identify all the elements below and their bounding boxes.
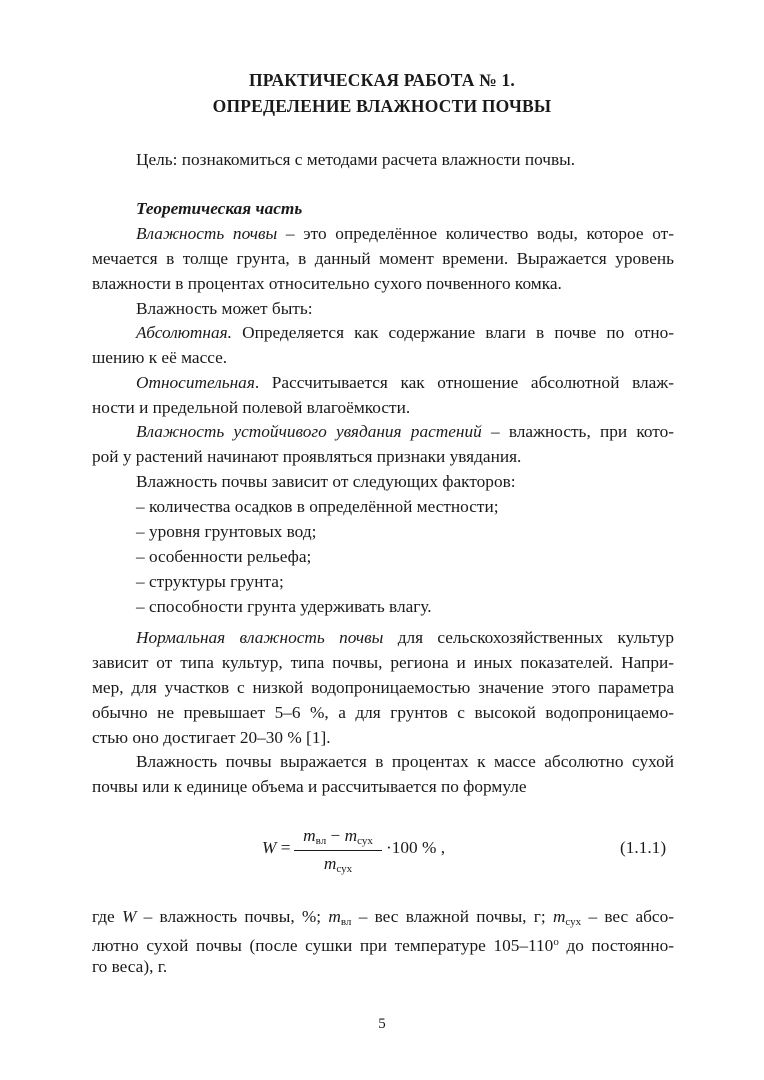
formula-sub-dry-den: сух [336,863,353,875]
formula-lhs [262,838,290,858]
where-text-b: – влажность почвы, %; [136,907,329,926]
where-text-a: где [92,907,122,926]
factor-item: – количества осадков в определённой местности; [136,497,499,516]
factor-item: – особенности рельефа; [136,547,312,566]
goal-text: Цель: познакомиться с методами расчета влажности почвы. [136,150,576,169]
factors-intro: Влажность почвы зависит от следующих факторов: [136,472,516,491]
title-line-2: ОПРЕДЕЛЕНИЕ ВЛАЖНОСТИ ПОЧВЫ [212,96,552,116]
where-sub-dry: сух [565,916,582,928]
where-text-d: – вес абсо- [581,907,674,926]
absolute-term: Абсолютная. [136,323,232,342]
normal-line-3: мер, для участков с низкой водопроницаемостью значение этого параметра [92,678,674,697]
may-be-text: Влажность может быть: [136,299,313,318]
where-m-wet: m [328,907,341,926]
formula-sub-wet: вл [315,835,327,847]
equation-number: (1.1.1) [620,838,667,857]
normal-line-4: обычно не превышает 5–6 %, а для грунтов с высокой водопроницаемо- [92,703,674,722]
formula-m-wet: m [303,826,316,845]
formula-minus: − [326,826,345,845]
where-text-e: лютно сухой почвы (после сушки при температуре 105–110 [92,936,554,955]
where-w: W [121,907,137,926]
title-line-1: ПРАКТИЧЕСКАЯ РАБОТА № 1. [248,70,516,90]
relative-text-1: . Рассчитывается как отношение абсолютной влаж- [254,373,674,392]
formula-numerator [292,826,384,848]
relative-line-1 [136,371,718,396]
page-number: 5 [378,1016,386,1032]
normal-text-1: для сельскохозяйственных культур [383,628,674,647]
formula-m-dry: m [344,826,358,845]
formula [262,826,512,882]
absolute-text-1: Определяется как содержание влаги в почве по отно- [231,323,674,342]
absolute-line-2: шению к её массе. [92,348,228,367]
where-text-f: до постоянно- [558,936,674,955]
definition-term: Влажность почвы [136,224,278,243]
where-text-c: – вес влажной почвы, г; [351,907,553,926]
normal-line-1 [136,626,718,651]
degree-sup: о [553,936,559,948]
definition-line-2: мечается в толще грунта, в данный момент времени. Выражается уровень [92,249,674,268]
expressed-line-2: почвы или к единице объема и рассчитывается по формуле [92,777,527,796]
wilting-text-1: – влажность, при кото- [481,422,674,441]
definition-text-1: – это определённое количество воды, которое от- [277,224,674,243]
where-sub-wet: вл [340,916,352,928]
absolute-line-1 [136,321,718,346]
where-line-3: го веса), г. [92,957,168,976]
wilting-term: Влажность устойчивого увядания растений [136,422,482,441]
theory-heading: Теоретическая часть [136,199,303,218]
wilting-line-2: рой у растений начинают проявляться признаки увядания. [92,447,522,466]
normal-term: Нормальная влажность почвы [136,628,384,647]
formula-m-dry-den: m [323,854,337,873]
expressed-line-1: Влажность почвы выражается в процентах к массе абсолютно сухой [136,752,674,771]
formula-equals: = [276,838,291,857]
factor-item: – структуры грунта; [136,572,284,591]
definition-line-1 [136,222,718,247]
formula-w: W [262,838,277,857]
factor-item: – уровня грунтовых вод; [136,522,317,541]
wilting-line-1 [136,420,718,445]
normal-line-2: зависит от типа культур, типа почвы, региона и иных показателей. Напри- [92,653,674,672]
factor-item: – способности грунта удерживать влагу. [136,597,432,616]
where-m-dry: m [552,907,566,926]
normal-line-5: стью оно достигает 20–30 % [1]. [92,728,331,747]
formula-tail: ·100 % , [386,838,446,857]
formula-denominator [292,854,384,875]
fraction-bar [294,850,382,851]
relative-term: Относительная [136,373,255,392]
formula-sub-dry: сух [357,835,373,847]
relative-line-2: ности и предельной полевой влагоёмкости. [92,398,411,417]
definition-line-3: влажности в процентах относительно сухого почвенного комка. [92,274,562,293]
